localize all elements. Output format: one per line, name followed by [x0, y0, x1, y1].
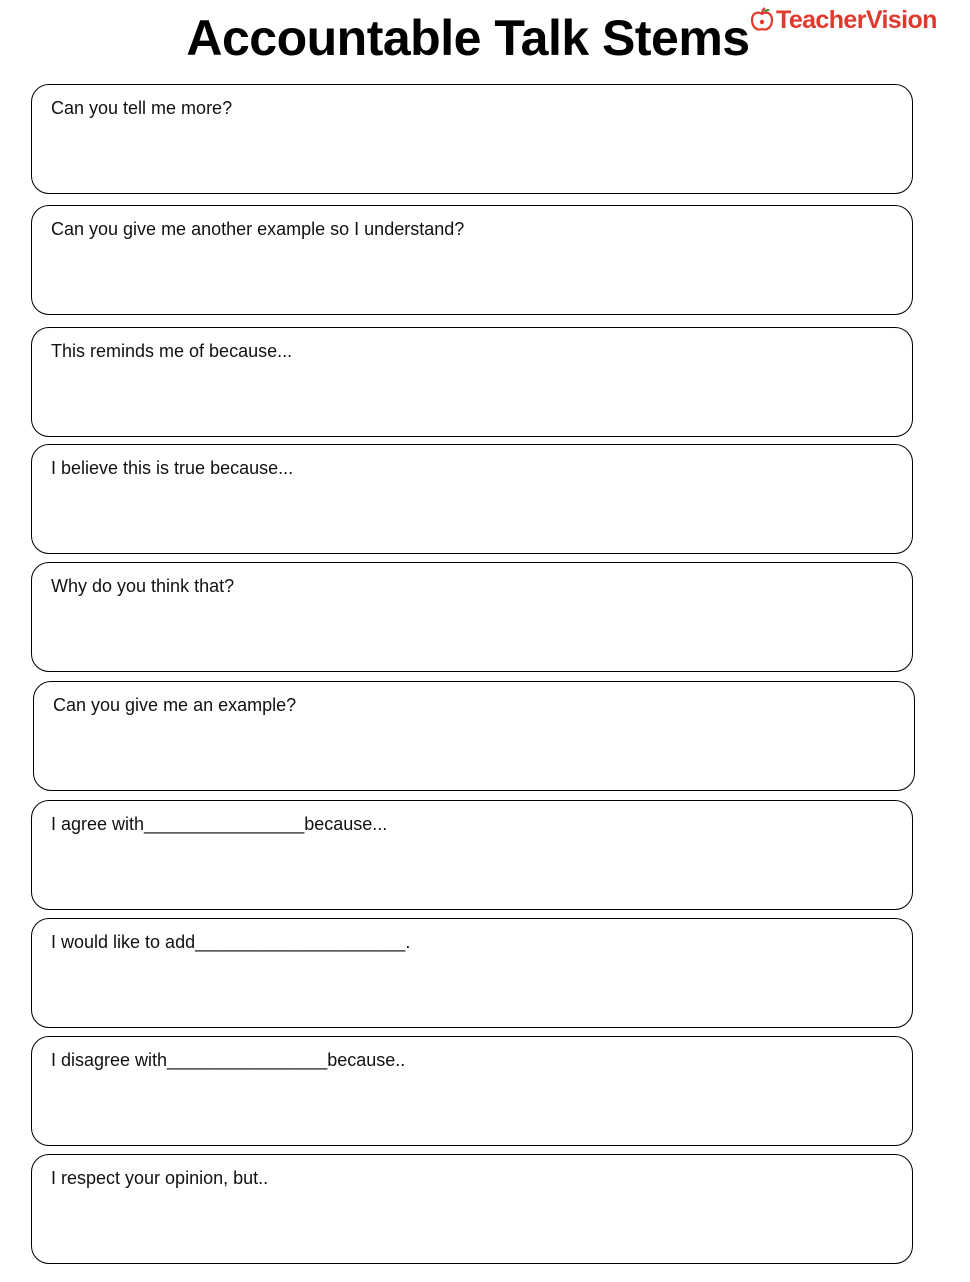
stem-text: I disagree with________________because..	[51, 1050, 406, 1070]
stem-box	[31, 84, 913, 194]
brand-logo	[750, 4, 937, 36]
stem-text: This reminds me of because...	[51, 341, 293, 361]
stem-text: I agree with________________because...	[51, 814, 388, 834]
stem-text: I would like to add_____________________.	[51, 932, 411, 952]
stem-box	[31, 1036, 913, 1146]
stem-box	[31, 205, 913, 315]
stem-text: Can you tell me more?	[51, 98, 233, 118]
stem-box	[31, 327, 913, 437]
stem-box	[31, 562, 913, 672]
stem-text: I believe this is true because...	[51, 458, 294, 478]
stem-box	[33, 681, 915, 791]
stem-box	[31, 800, 913, 910]
stem-text: Can you give me another example so I understand?	[51, 219, 465, 239]
stem-text: I respect your opinion, but..	[51, 1168, 269, 1188]
stem-box	[31, 1154, 913, 1264]
stem-box	[31, 918, 913, 1028]
page-title: Accountable Talk Stems	[186, 10, 750, 66]
brand-name: TeacherVision	[776, 6, 937, 34]
stem-text: Can you give me an example?	[53, 695, 297, 715]
stem-text: Why do you think that?	[51, 576, 235, 596]
apple-logo-icon	[750, 7, 774, 33]
stem-box	[31, 444, 913, 554]
